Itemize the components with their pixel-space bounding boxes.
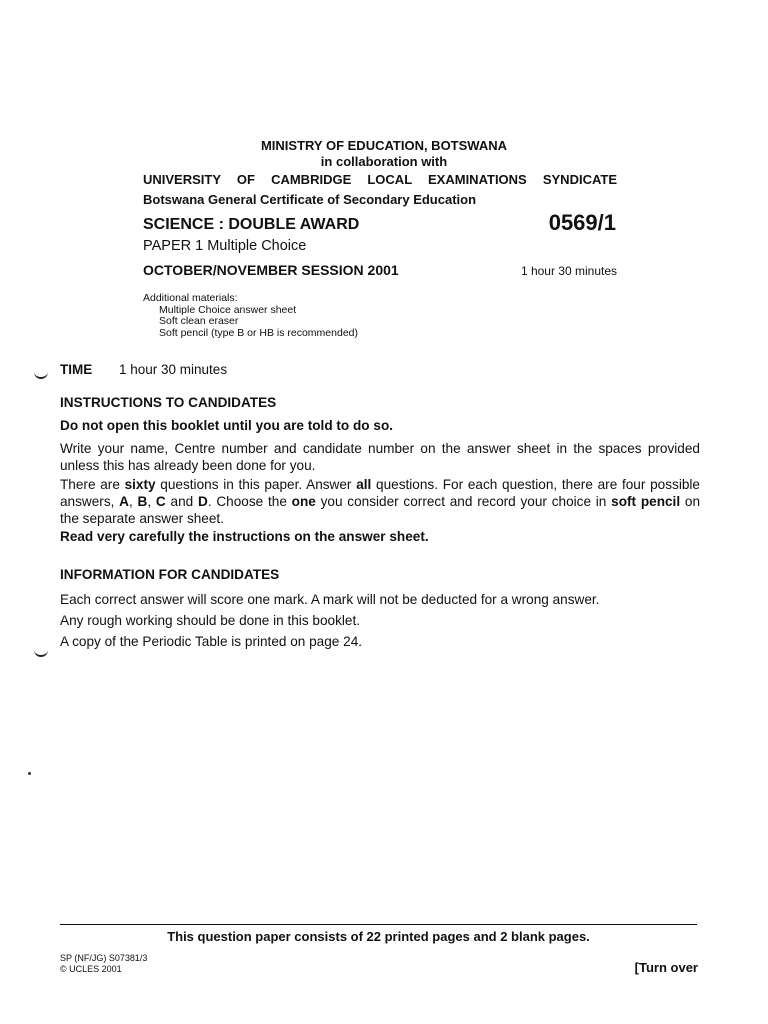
time-label: TIME [60, 362, 93, 377]
info-line: Any rough working should be done in this booklet. [60, 613, 361, 628]
footer-rule [60, 924, 697, 925]
instructions-heading: INSTRUCTIONS TO CANDIDATES [60, 395, 277, 410]
info-line: Each correct answer will score one mark. A mark will not be deducted for a wrong answer. [60, 592, 600, 607]
reference-code: SP (NF/JG) S07381/3 [60, 953, 148, 963]
ministry-title: MINISTRY OF EDUCATION, BOTSWANA [260, 138, 508, 153]
subject-title: SCIENCE : DOUBLE AWARD [143, 216, 360, 233]
open-warning: Do not open this booklet until you are told to do so. [60, 418, 394, 433]
collaboration-text: in collaboration with [320, 154, 448, 169]
materials-heading: Additional materials: [143, 292, 238, 304]
instruction-answer-sheet: Write your name, Centre number and candidate number on the answer sheet in the spaces provided unless this has already been done for you. [60, 441, 700, 473]
info-line: A copy of the Periodic Table is printed on page 24. [60, 634, 363, 649]
certificate-title: Botswana General Certificate of Secondary Education [143, 192, 477, 207]
time-value: 1 hour 30 minutes [119, 362, 228, 377]
scan-mark-middle [34, 650, 48, 657]
information-heading: INFORMATION FOR CANDIDATES [60, 567, 280, 582]
scan-mark-top [34, 372, 48, 379]
instruction-questions: There are sixty questions in this paper. Answer all questions. For each question, there are four possible answers, A, B, C and D. Choose the one you consider correct and record your choice in soft pencil on the separate answer sheet. [60, 477, 700, 526]
university-title: UNIVERSITY OF CAMBRIDGE LOCAL EXAMINATIONS SYNDICATE [143, 172, 617, 187]
materials-item: Multiple Choice answer sheet [159, 303, 297, 316]
copyright: © UCLES 2001 [60, 964, 122, 974]
additional-materials [143, 293, 358, 339]
paper-type: PAPER 1 Multiple Choice [143, 238, 307, 254]
paper-code: 0569/1 [548, 210, 616, 235]
materials-item: Soft clean eraser [159, 315, 239, 327]
materials-item: Soft pencil (type B or HB is recommended) [159, 326, 358, 339]
header-duration: 1 hour 30 minutes [520, 264, 617, 278]
turn-over: [Turn over [634, 960, 698, 975]
scan-dot [28, 772, 31, 775]
page-count: This question paper consists of 22 printed pages and 2 blank pages. [167, 929, 590, 944]
read-instructions: Read very carefully the instructions on the answer sheet. [60, 529, 429, 544]
session-title: OCTOBER/NOVEMBER SESSION 2001 [143, 262, 399, 278]
